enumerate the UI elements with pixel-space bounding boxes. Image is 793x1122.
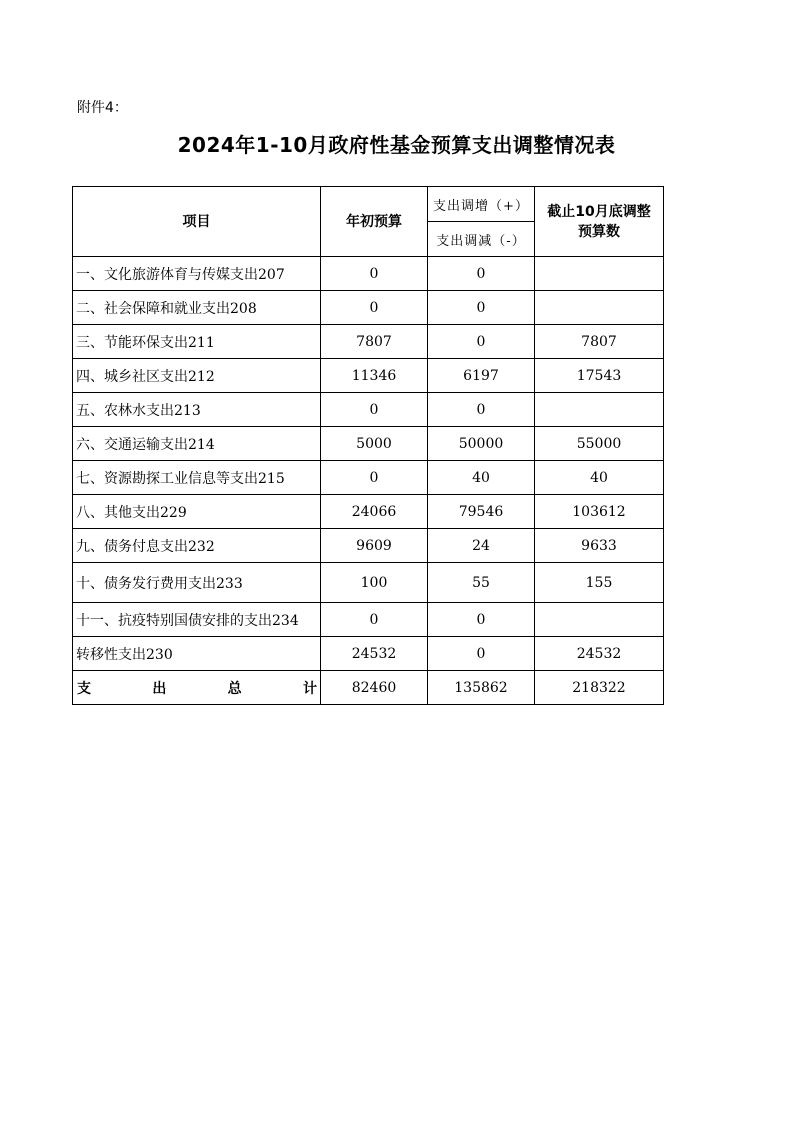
header-adjusted-line2: 预算数 — [578, 223, 620, 240]
row-name: 九、债务付息支出232 — [73, 529, 321, 563]
row-initial: 9609 — [321, 529, 428, 563]
row-name: 四、城乡社区支出212 — [73, 359, 321, 393]
attachment-label: 附件4： — [77, 100, 128, 116]
row-name: 转移性支出230 — [73, 637, 321, 671]
row-initial: 7807 — [321, 325, 428, 359]
row-name: 十、债务发行费用支出233 — [73, 563, 321, 603]
total-label — [73, 671, 321, 705]
table-row — [73, 359, 664, 393]
header-increase: 支出调增（+） — [428, 187, 535, 222]
table-row — [73, 603, 664, 637]
row-adjusted — [535, 291, 664, 325]
row-adjusted — [535, 257, 664, 291]
row-change: 79546 — [428, 495, 535, 529]
row-initial: 24532 — [321, 637, 428, 671]
row-change: 0 — [428, 325, 535, 359]
row-initial: 11346 — [321, 359, 428, 393]
row-adjusted: 9633 — [535, 529, 664, 563]
table-row — [73, 257, 664, 291]
row-change: 40 — [428, 461, 535, 495]
row-initial: 0 — [321, 603, 428, 637]
header-adjusted-line1: 截止10月底调整 — [547, 203, 651, 220]
row-adjusted: 40 — [535, 461, 664, 495]
row-initial: 0 — [321, 257, 428, 291]
row-change: 0 — [428, 291, 535, 325]
table-row — [73, 563, 664, 603]
row-initial: 24066 — [321, 495, 428, 529]
row-name: 二、社会保障和就业支出208 — [73, 291, 321, 325]
header-item: 项目 — [73, 187, 321, 257]
row-change: 50000 — [428, 427, 535, 461]
table-row — [73, 461, 664, 495]
total-label-char: 出 — [152, 680, 167, 697]
row-change: 0 — [428, 257, 535, 291]
row-name: 三、节能环保支出211 — [73, 325, 321, 359]
row-name: 一、文化旅游体育与传媒支出207 — [73, 257, 321, 291]
row-change: 55 — [428, 563, 535, 603]
row-adjusted: 103612 — [535, 495, 664, 529]
row-name: 八、其他支出229 — [73, 495, 321, 529]
row-adjusted: 24532 — [535, 637, 664, 671]
row-change: 6197 — [428, 359, 535, 393]
page-title: 2024年1-10月政府性基金预算支出调整情况表 — [177, 133, 616, 157]
header-decrease: 支出调减（-） — [428, 222, 535, 257]
row-adjusted — [535, 603, 664, 637]
total-change: 135862 — [428, 671, 535, 705]
table-row — [73, 325, 664, 359]
row-adjusted: 7807 — [535, 325, 664, 359]
row-name: 六、交通运输支出214 — [73, 427, 321, 461]
row-change: 0 — [428, 603, 535, 637]
total-label-char: 计 — [302, 680, 317, 697]
header-row — [73, 187, 664, 222]
table-row — [73, 291, 664, 325]
row-initial: 0 — [321, 393, 428, 427]
row-change: 24 — [428, 529, 535, 563]
row-adjusted: 55000 — [535, 427, 664, 461]
table-row — [73, 637, 664, 671]
total-label-char: 支 — [77, 680, 91, 697]
row-initial: 0 — [321, 461, 428, 495]
total-initial: 82460 — [321, 671, 428, 705]
total-row — [73, 671, 664, 705]
row-name: 十一、抗疫特别国债安排的支出234 — [73, 603, 321, 637]
table-row — [73, 495, 664, 529]
header-adjusted-budget — [535, 187, 664, 257]
header-initial-budget: 年初预算 — [321, 187, 428, 257]
row-name: 五、农林水支出213 — [73, 393, 321, 427]
row-adjusted — [535, 393, 664, 427]
budget-table — [72, 186, 664, 705]
table-row — [73, 393, 664, 427]
total-label-char: 总 — [227, 680, 242, 697]
row-name: 七、资源勘探工业信息等支出215 — [73, 461, 321, 495]
row-adjusted: 17543 — [535, 359, 664, 393]
total-adjusted: 218322 — [535, 671, 664, 705]
row-change: 0 — [428, 393, 535, 427]
table-row — [73, 427, 664, 461]
row-initial: 0 — [321, 291, 428, 325]
row-adjusted: 155 — [535, 563, 664, 603]
row-change: 0 — [428, 637, 535, 671]
row-initial: 100 — [321, 563, 428, 603]
table-row — [73, 529, 664, 563]
row-initial: 5000 — [321, 427, 428, 461]
